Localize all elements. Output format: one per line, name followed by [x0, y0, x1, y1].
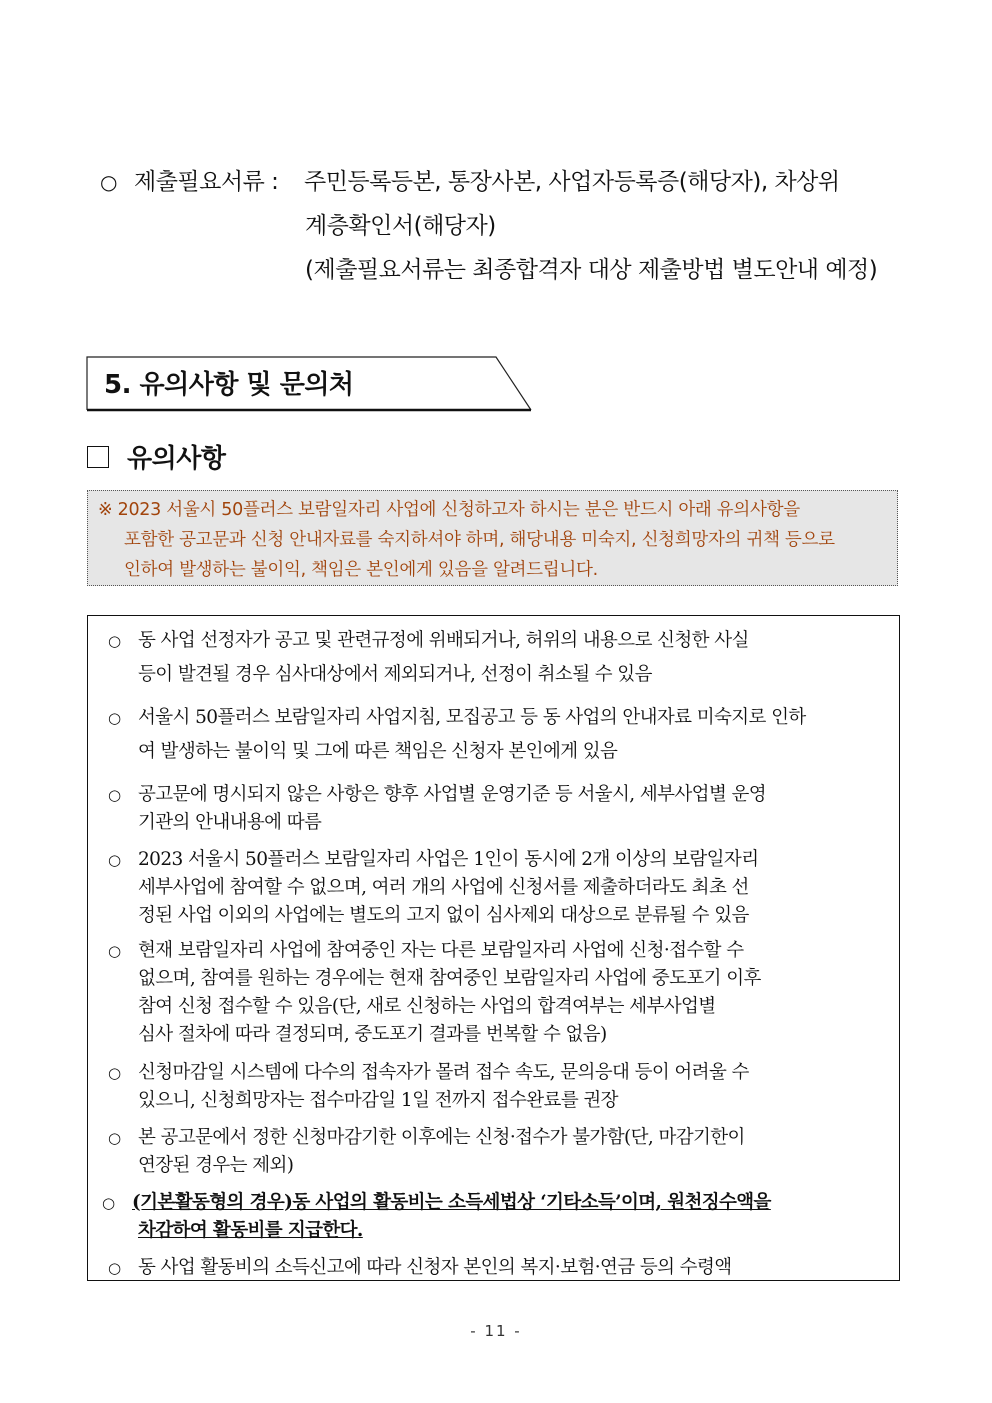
list-item: [108, 1123, 898, 1179]
bullet-icon: ○: [108, 942, 121, 960]
bullet-icon: ○: [108, 709, 121, 727]
item-text: 등이 발견될 경우 심사대상에서 제외되거나, 선정이 취소될 수 있음: [138, 664, 652, 685]
list-item-emphasis: [102, 1188, 892, 1244]
section-header: [86, 356, 531, 410]
item-text: 2023 서울시 50플러스 보람일자리 사업은 1인이 동시에 2개 이상의 보람일자리: [138, 849, 759, 870]
caution-list: [87, 615, 900, 1281]
bullet-icon: ○: [108, 1259, 121, 1277]
item-text: 없으며, 참여를 원하는 경우에는 현재 참여중인 보람일자리 사업에 중도포기 이후: [138, 968, 761, 989]
bullet-icon: ○: [108, 632, 121, 650]
required-docs-line3: (제출필요서류는 최종합격자 대상 제출방법 별도안내 예정): [305, 257, 878, 283]
item-text: 현재 보람일자리 사업에 참여중인 자는 다른 보람일자리 사업에 신청·접수할 수: [138, 940, 744, 961]
notice-box: [87, 490, 898, 586]
item-text: 동 사업 활동비의 소득신고에 따라 신청자 본인의 복지·보험·연금 등의 수령액: [138, 1257, 732, 1278]
item-text: 동 사업 선정자가 공고 및 관련규정에 위배되거나, 허위의 내용으로 신청한 사실: [138, 630, 749, 651]
bullet-icon: ○: [108, 1129, 121, 1147]
list-item: [108, 703, 898, 765]
item-text: 신청마감일 시스템에 다수의 접속자가 몰려 접수 속도, 문의응대 등이 어려울 수: [138, 1062, 749, 1083]
item-text: 서울시 50플러스 보람일자리 사업지침, 모집공고 등 동 사업의 안내자료 미숙지로 인하: [138, 707, 806, 728]
item-text: 기관의 안내내용에 따름: [138, 812, 322, 833]
item-text: 심사 절차에 따라 결정되며, 중도포기 결과를 번복할 수 없음): [138, 1024, 607, 1045]
required-docs-line2: 계층확인서(해당자): [305, 213, 496, 239]
required-documents: [100, 160, 920, 292]
bullet-icon: ○: [108, 786, 121, 804]
bullet-icon: ○: [108, 851, 121, 869]
item-text: 있으니, 신청희망자는 접수마감일 1일 전까지 접수완료를 권장: [138, 1090, 618, 1111]
item-text: 정된 사업 이외의 사업에는 별도의 고지 없이 심사제외 대상으로 분류될 수 있음: [138, 905, 749, 926]
list-item: [108, 936, 898, 1048]
item-text: 연장된 경우는 제외): [138, 1155, 294, 1176]
item-text: 참여 신청 접수할 수 있음(단, 새로 신청하는 사업의 합격여부는 세부사업별: [138, 996, 716, 1017]
subsection-heading: [87, 438, 225, 475]
item-text: 여 발생하는 불이익 및 그에 따른 책임은 신청자 본인에게 있음: [138, 741, 618, 762]
item-text: 차감하여 활동비를 지급한다.: [138, 1220, 363, 1241]
bullet-icon: ○: [102, 1194, 115, 1212]
page-number: - 11 -: [470, 1322, 522, 1340]
required-docs-label: 제출필요서류 :: [134, 169, 279, 195]
bullet-icon: ○: [100, 170, 117, 194]
subsection-title: 유의사항: [127, 444, 226, 474]
item-text: 공고문에 명시되지 않은 사항은 향후 사업별 운영기준 등 서울시, 세부사업별 운영: [138, 784, 767, 805]
list-item: [108, 626, 898, 688]
notice-line-3: 인하여 발생하는 불이익, 책임은 본인에게 있음을 알려드립니다.: [124, 560, 598, 580]
section-title: 5. 유의사항 및 문의처: [104, 370, 354, 400]
item-text: 본 공고문에서 정한 신청마감기한 이후에는 신청·접수가 불가함(단, 마감기한이: [138, 1127, 745, 1148]
notice-line-1: ※ 2023 서울시 50플러스 보람일자리 사업에 신청하고자 하시는 분은 반드시 아래 유의사항을: [98, 500, 800, 520]
list-item: [108, 1253, 898, 1281]
item-text: (기본활동형의 경우)동 사업의 활동비는 소득세법상 ‘기타소득’이며, 원천징수액을: [132, 1192, 771, 1213]
bullet-icon: ○: [108, 1064, 121, 1082]
list-item: [108, 845, 898, 929]
square-bullet-icon: [87, 446, 109, 468]
notice-line-2: 포함한 공고문과 신청 안내자료를 숙지하셔야 하며, 해당내용 미숙지, 신청희망자의 귀책 등으로: [124, 530, 835, 550]
item-text: 세부사업에 참여할 수 없으며, 여러 개의 사업에 신청서를 제출하더라도 최초 선: [138, 877, 749, 898]
list-item: [108, 1058, 898, 1114]
required-docs-line1: 주민등록등본, 통장사본, 사업자등록증(해당자), 차상위: [304, 169, 840, 195]
list-item: [108, 780, 898, 836]
